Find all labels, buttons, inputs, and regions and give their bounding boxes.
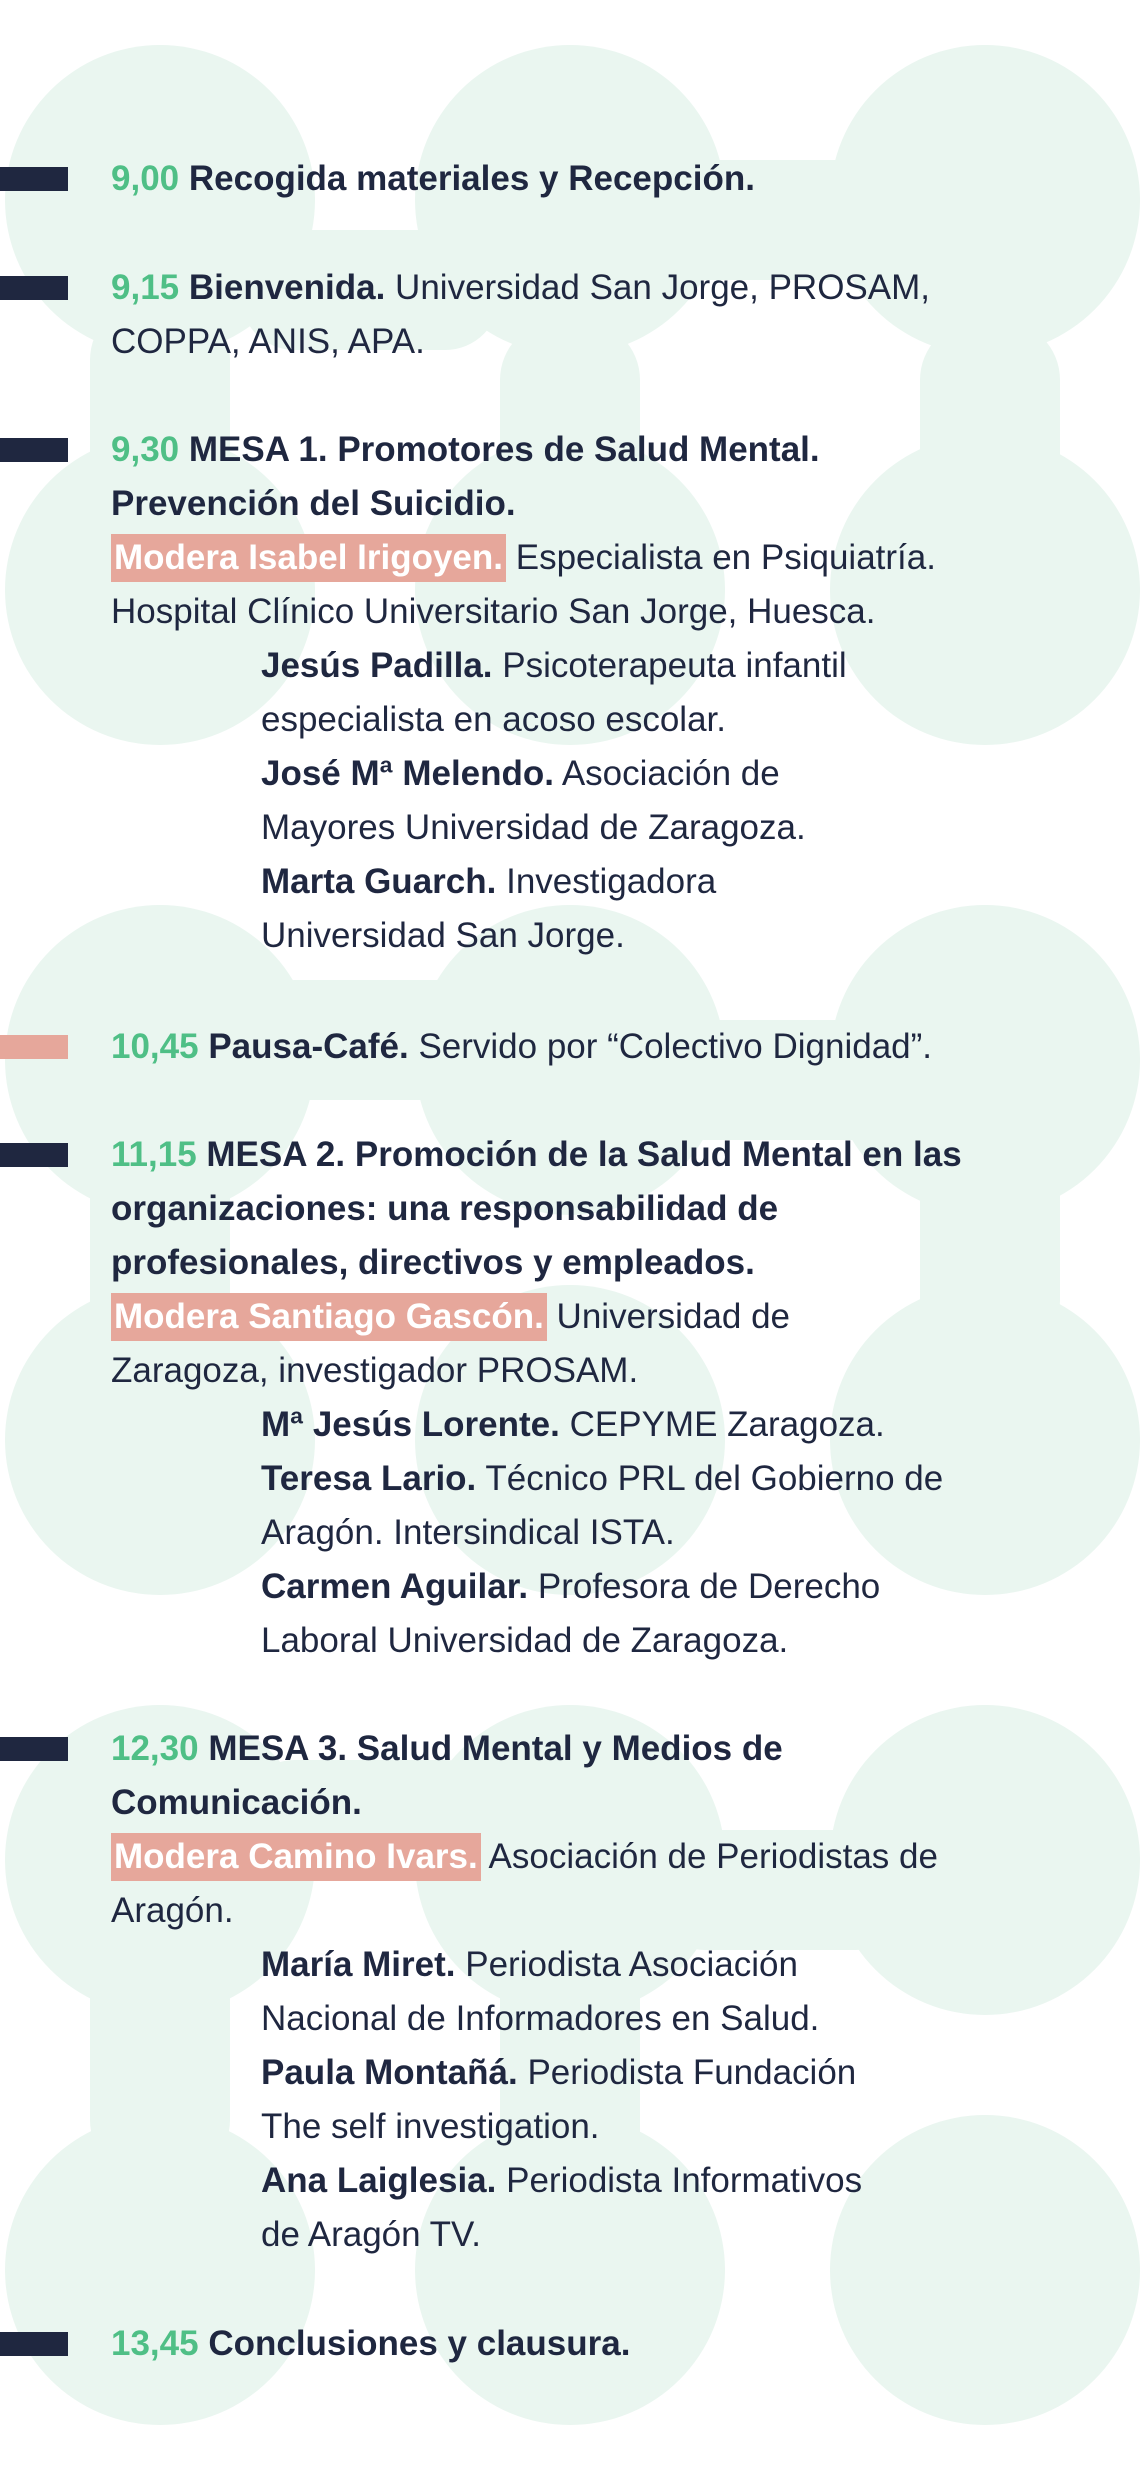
- speaker-name: Carmen Aguilar.: [261, 1567, 529, 1606]
- speaker: [111, 1560, 1131, 1614]
- moderator-description-cont: Zaragoza, investigador PROSAM.: [111, 1351, 639, 1390]
- item-description-cont: COPPA, ANIS, APA.: [111, 322, 425, 361]
- speaker-description: Investigadora: [506, 862, 717, 901]
- item-description: Universidad San Jorge, PROSAM,: [395, 268, 930, 307]
- item-title: Pausa-Café.: [208, 1027, 409, 1066]
- speaker-description-cont: Mayores Universidad de Zaragoza.: [261, 808, 806, 847]
- speaker-description: Técnico PRL del Gobierno de: [485, 1459, 944, 1498]
- marker-bar: [0, 276, 68, 300]
- speaker-description: CEPYME Zaragoza.: [569, 1405, 885, 1444]
- time: 9,30: [111, 430, 180, 469]
- moderator-description: Especialista en Psiquiatría.: [515, 538, 936, 577]
- speaker: [111, 1938, 1131, 1992]
- item-title: Recogida materiales y Recepción.: [188, 159, 755, 198]
- time: 9,00: [111, 159, 180, 198]
- speaker-name: Marta Guarch.: [261, 862, 497, 901]
- item-title: MESA 3. Salud Mental y Medios de: [208, 1729, 783, 1768]
- speaker-name: Paula Montañá.: [261, 2053, 518, 2092]
- speaker-name: Mª Jesús Lorente.: [261, 1405, 560, 1444]
- moderator-description: Asociación de Periodistas de: [488, 1837, 938, 1876]
- speaker: [111, 1452, 1131, 1506]
- item-title: MESA 1. Promotores de Salud Mental.: [188, 430, 820, 469]
- item-title-cont: Prevención del Suicidio.: [111, 484, 516, 523]
- speaker: [111, 639, 1131, 693]
- marker-bar: [0, 2332, 68, 2356]
- time: 11,15: [111, 1135, 197, 1174]
- time: 13,45: [111, 2324, 199, 2363]
- speaker: [111, 2046, 1131, 2100]
- speaker-name: Jesús Padilla.: [261, 646, 493, 685]
- item-title-cont: profesionales, directivos y empleados.: [111, 1243, 755, 1282]
- item-title: MESA 2. Promoción de la Salud Mental en las: [206, 1135, 962, 1174]
- moderator-badge: Modera Santiago Gascón.: [111, 1293, 547, 1341]
- moderator-badge: Modera Camino Ivars.: [111, 1833, 481, 1881]
- speaker-description: Periodista Asociación: [465, 1945, 798, 1984]
- speaker: [111, 1398, 1131, 1452]
- time: 12,30: [111, 1729, 199, 1768]
- speaker-name: José Mª Melendo.: [261, 754, 555, 793]
- item-title-cont: organizaciones: una responsabilidad de: [111, 1189, 779, 1228]
- item-title-cont: Comunicación.: [111, 1783, 362, 1822]
- moderator-description-cont: Hospital Clínico Universitario San Jorge, Huesca.: [111, 592, 876, 631]
- speaker-name: Teresa Lario.: [261, 1459, 477, 1498]
- speaker-name: María Miret.: [261, 1945, 456, 1984]
- speaker-name: Ana Laiglesia.: [261, 2161, 497, 2200]
- moderator-description: Universidad de: [556, 1297, 791, 1336]
- marker-bar: [0, 167, 68, 191]
- moderator-description-cont: Aragón.: [111, 1891, 234, 1930]
- time: 9,15: [111, 268, 180, 307]
- speaker: [111, 747, 1131, 801]
- speaker-description: Asociación de: [561, 754, 780, 793]
- speaker-description-cont: Nacional de Informadores en Salud.: [261, 1999, 820, 2038]
- speaker-description: Psicoterapeuta infantil: [502, 646, 847, 685]
- speaker: [111, 2154, 1131, 2208]
- marker-bar: [0, 1035, 68, 1059]
- moderator-badge: Modera Isabel Irigoyen.: [111, 534, 506, 582]
- marker-bar: [0, 438, 68, 462]
- item-title: Bienvenida.: [188, 268, 386, 307]
- speaker-description-cont: Aragón. Intersindical ISTA.: [261, 1513, 675, 1552]
- speaker-description-cont: de Aragón TV.: [261, 2215, 481, 2254]
- speaker: [111, 855, 1131, 909]
- marker-bar: [0, 1737, 68, 1761]
- speaker-description: Profesora de Derecho: [537, 1567, 881, 1606]
- item-description: Servido por “Colectivo Dignidad”.: [418, 1027, 933, 1066]
- speaker-description-cont: The self investigation.: [261, 2107, 600, 2146]
- speaker-description: Periodista Informativos: [506, 2161, 863, 2200]
- speaker-description-cont: Universidad San Jorge.: [261, 916, 625, 955]
- item-title: Conclusiones y clausura.: [208, 2324, 631, 2363]
- speaker-description-cont: Laboral Universidad de Zaragoza.: [261, 1621, 789, 1660]
- speaker-description-cont: especialista en acoso escolar.: [261, 700, 726, 739]
- marker-bar: [0, 1143, 68, 1167]
- speaker-description: Periodista Fundación: [527, 2053, 857, 2092]
- time: 10,45: [111, 1027, 199, 1066]
